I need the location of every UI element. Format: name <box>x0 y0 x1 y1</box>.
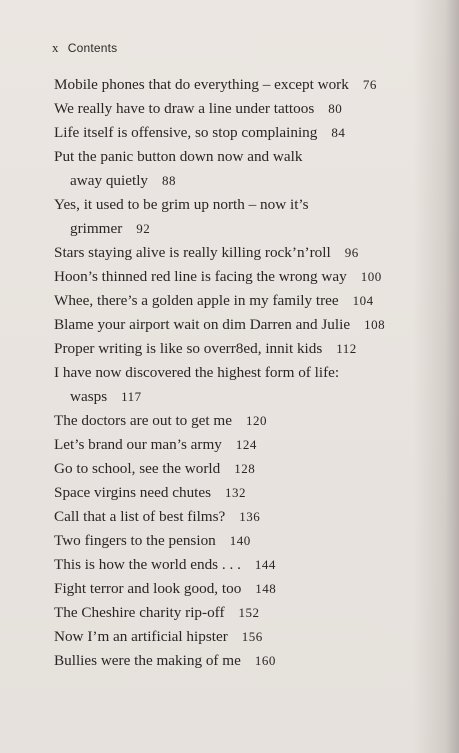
toc-entry-title: Bullies were the making of me <box>54 652 241 669</box>
toc-entry-page: 132 <box>225 485 247 500</box>
toc-entry <box>54 457 434 481</box>
toc-entry-title: Life itself is offensive, so stop complaining <box>54 124 318 141</box>
toc-entry <box>54 313 434 337</box>
toc-entry <box>54 601 434 625</box>
toc-entry-page: 100 <box>360 269 382 284</box>
contents-list <box>54 73 434 673</box>
toc-entry-title-continued: grimmer <box>70 220 123 237</box>
toc-entry-page: 88 <box>162 173 177 188</box>
toc-entry-page: 156 <box>241 629 263 644</box>
toc-entry-title: Stars staying alive is really killing rock’n’roll <box>54 244 331 261</box>
toc-entry-title: We really have to draw a line under tattoos <box>54 100 315 117</box>
toc-entry-page: 112 <box>336 341 357 356</box>
toc-entry-page: 140 <box>229 533 251 548</box>
toc-entry-title: Call that a list of best films? <box>54 508 226 525</box>
toc-entry-page: 160 <box>254 653 276 668</box>
toc-entry <box>54 649 434 673</box>
toc-entry-title: The Cheshire charity rip-off <box>54 604 225 621</box>
toc-entry <box>54 481 434 505</box>
toc-entry <box>54 553 434 577</box>
toc-entry <box>54 193 434 241</box>
toc-entry-page: 104 <box>352 293 374 308</box>
toc-entry <box>54 337 434 361</box>
running-head <box>52 40 117 56</box>
toc-entry <box>54 361 434 409</box>
toc-entry <box>54 121 434 145</box>
toc-entry-title: The doctors are out to get me <box>54 412 232 429</box>
toc-entry <box>54 241 434 265</box>
toc-entry-page: 144 <box>254 557 276 572</box>
toc-entry-page: 76 <box>362 77 377 92</box>
toc-entry-title: Go to school, see the world <box>54 460 221 477</box>
toc-entry-page: 120 <box>245 413 267 428</box>
toc-entry-title: Put the panic button down now and walk <box>54 148 303 165</box>
toc-entry-page: 128 <box>234 461 256 476</box>
toc-entry-title: Now I’m an artificial hipster <box>54 628 228 645</box>
toc-entry-title: Whee, there’s a golden apple in my family tree <box>54 292 339 309</box>
toc-entry-title: Blame your airport wait on dim Darren and Julie <box>54 316 351 333</box>
toc-entry-page: 96 <box>344 245 359 260</box>
page-folio: x <box>52 40 59 55</box>
toc-entry-title: Yes, it used to be grim up north – now it’s <box>54 196 309 213</box>
toc-entry-title-continued: wasps <box>70 388 108 405</box>
toc-entry-page: 152 <box>238 605 260 620</box>
toc-entry-page: 124 <box>235 437 257 452</box>
toc-entry-page: 148 <box>255 581 277 596</box>
toc-entry-title: Proper writing is like so overr8ed, innit kids <box>54 340 323 357</box>
toc-entry <box>54 577 434 601</box>
toc-entry <box>54 505 434 529</box>
toc-entry-title: Two fingers to the pension <box>54 532 216 549</box>
toc-entry-page: 84 <box>331 125 346 140</box>
toc-entry-page: 117 <box>121 389 142 404</box>
toc-entry <box>54 529 434 553</box>
toc-entry <box>54 409 434 433</box>
toc-entry <box>54 433 434 457</box>
toc-entry-page: 92 <box>136 221 151 236</box>
toc-entry-page: 108 <box>364 317 386 332</box>
toc-entry-title: Fight terror and look good, too <box>54 580 242 597</box>
toc-entry-title: Hoon’s thinned red line is facing the wrong way <box>54 268 347 285</box>
toc-entry-title: I have now discovered the highest form of life: <box>54 364 340 381</box>
toc-entry-page: 80 <box>328 101 343 116</box>
toc-entry <box>54 289 434 313</box>
toc-entry-title: Let’s brand our man’s army <box>54 436 222 453</box>
toc-entry <box>54 625 434 649</box>
toc-entry <box>54 145 434 193</box>
toc-entry-title: This is how the world ends . . . <box>54 556 241 573</box>
toc-entry <box>54 73 434 97</box>
toc-entry <box>54 97 434 121</box>
toc-entry-title-continued: away quietly <box>70 172 149 189</box>
page-title: Contents <box>67 41 118 55</box>
toc-entry-page: 136 <box>239 509 261 524</box>
toc-entry-title: Mobile phones that do everything – except work <box>54 76 349 93</box>
toc-entry <box>54 265 434 289</box>
toc-entry-title: Space virgins need chutes <box>54 484 212 501</box>
